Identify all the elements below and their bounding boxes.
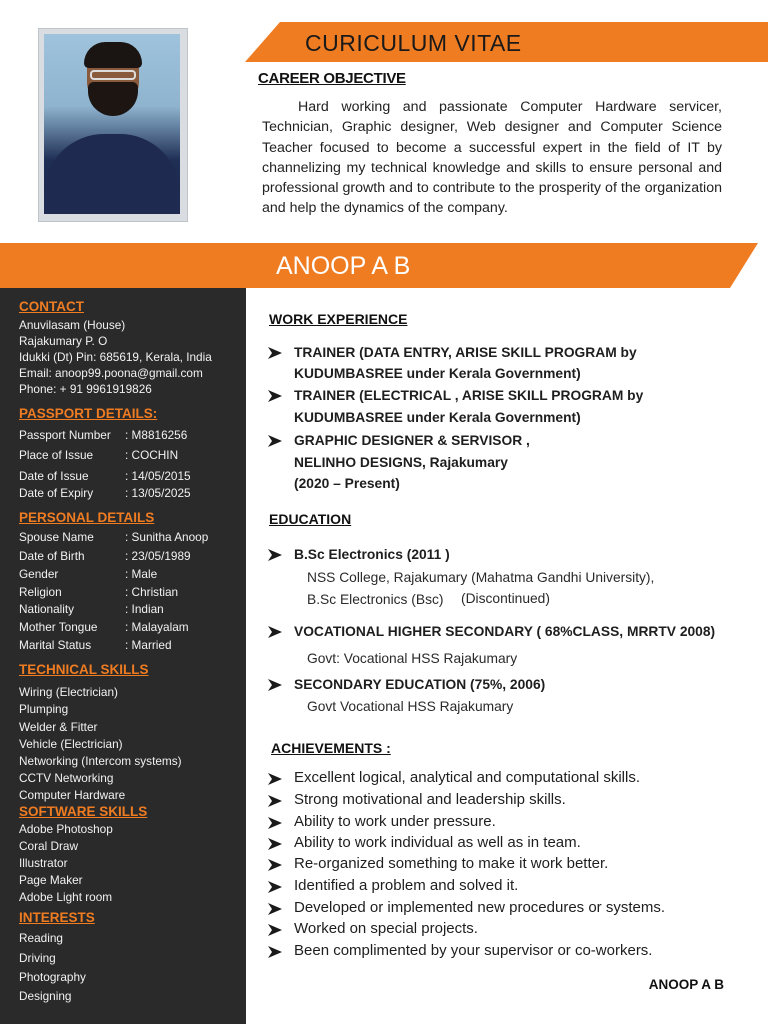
- software-skill: Coral Draw: [19, 839, 78, 853]
- achievement-item: Ability to work under pressure.: [294, 813, 496, 830]
- education-title: SECONDARY EDUCATION (75%, 2006): [294, 677, 546, 692]
- education-detail: Govt Vocational HSS Rajakumary: [307, 699, 514, 714]
- contact-line: Anuvilasam (House): [19, 318, 126, 332]
- work-item: GRAPHIC DESIGNER & SERVISOR ,: [294, 433, 530, 448]
- contact-heading: CONTACT: [19, 299, 84, 314]
- work-experience-heading: WORK EXPERIENCE: [269, 311, 408, 327]
- education-detail: B.Sc Electronics (Bsc): [307, 592, 444, 607]
- achievement-item: Been complimented by your supervisor or co-workers.: [294, 942, 653, 959]
- work-item: KUDUMBASREE under Kerala Government): [294, 366, 581, 381]
- education-detail: Govt: Vocational HSS Rajakumary: [307, 651, 518, 666]
- technical-skill: Plumping: [19, 702, 69, 716]
- interest-item: Photography: [19, 970, 86, 984]
- technical-skill: Networking (Intercom systems): [19, 754, 182, 768]
- interest-item: Reading: [19, 931, 63, 945]
- achievement-item: Strong motivational and leadership skills.: [294, 791, 566, 808]
- contact-line: Idukki (Dt) Pin: 685619, Kerala, India: [19, 350, 212, 364]
- education-title: B.Sc Electronics (2011 ): [294, 547, 450, 562]
- achievement-item: Ability to work individual as well as in team.: [294, 834, 581, 851]
- arrow-bullet-icon: [268, 347, 282, 359]
- education-detail: (Discontinued): [461, 591, 550, 606]
- education-title: VOCATIONAL HIGHER SECONDARY ( 68%CLASS, MRRTV 2008): [294, 624, 716, 639]
- technical-skill: Wiring (Electrician): [19, 685, 118, 699]
- arrow-bullet-icon: [268, 679, 282, 691]
- arrow-bullet-icon: [268, 390, 282, 402]
- software-skill: Adobe Photoshop: [19, 822, 113, 836]
- profile-photo: [44, 34, 180, 214]
- career-objective-heading: CAREER OBJECTIVE: [258, 70, 406, 87]
- passport-heading: PASSPORT DETAILS:: [19, 406, 158, 421]
- software-skill: Illustrator: [19, 856, 68, 870]
- technical-skill: CCTV Networking: [19, 771, 114, 785]
- achievement-item: Re-organized something to make it work better.: [294, 855, 609, 872]
- work-item: (2020 – Present): [294, 476, 400, 491]
- sidebar: CONTACT Anuvilasam (House) Rajakumary P. O Idukki (Dt) Pin: 685619, Kerala, India Email: anoop99.poona@gmail.com Phone: + 91 9961919826 PASSPORT DETAILS: Passport Number : M8816256 Place of Issue : COCHIN Date of Issue : 14/05/2015 Date of Expiry : 13/05/2025 PERSONAL DETAILS Spouse Name : Sunitha Anoop Date of Birth : 23/05/1989 Gender : Male Religion : Christian Nationality : Indian Mother Tongue : Malayalam Marital Status : Married TECHNICAL SKILLS Wiring (Electrician) Plumping Welder & Fitter Vehicle (Electrician) Networking (Intercom systems) CCTV Networking Computer Hardware SOFTWARE SKILLS Adobe Photoshop Coral Draw Illustrator Page Maker Adobe Light room INTERESTS Reading Driving Photography Designing: [0, 288, 246, 1024]
- contact-line: Rajakumary P. O: [19, 334, 108, 348]
- signature-name: ANOOP A B: [648, 977, 724, 992]
- arrow-bullet-icon: [268, 946, 282, 958]
- career-objective-text: Hard working and passionate Computer Hardware servicer, Technician, Graphic designer, Web designer and Computer Science Teacher focused to become a successful expert in the field of IT by channelizing my technical knowledge and skills to ensure personal and professional growth and to contribute to the prosperity of the organization and help the dynamics of the company.: [262, 99, 722, 217]
- arrow-bullet-icon: [268, 903, 282, 915]
- achievement-item: Worked on special projects.: [294, 920, 478, 937]
- education-heading: EDUCATION: [269, 511, 352, 527]
- contact-email: Email: anoop99.poona@gmail.com: [19, 366, 203, 380]
- work-item: KUDUMBASREE under Kerala Government): [294, 410, 581, 425]
- personal-heading: PERSONAL DETAILS: [19, 510, 155, 525]
- cv-title: CURICULUM VITAE: [305, 30, 522, 56]
- arrow-bullet-icon: [268, 859, 282, 871]
- technical-skill: Welder & Fitter: [19, 720, 98, 734]
- contact-phone: Phone: + 91 9961919826: [19, 382, 152, 396]
- interests-heading: INTERESTS: [19, 910, 95, 925]
- work-item: TRAINER (DATA ENTRY, ARISE SKILL PROGRAM by: [294, 345, 637, 360]
- software-skills-heading: SOFTWARE SKILLS: [19, 804, 148, 819]
- technical-skill: Vehicle (Electrician): [19, 737, 123, 751]
- arrow-bullet-icon: [268, 924, 282, 936]
- arrow-bullet-icon: [268, 773, 282, 785]
- achievement-item: Developed or implemented new procedures or systems.: [294, 899, 666, 916]
- arrow-bullet-icon: [268, 881, 282, 893]
- work-item: TRAINER (ELECTRICAL , ARISE SKILL PROGRAM by: [294, 388, 644, 403]
- interest-item: Driving: [19, 951, 56, 965]
- arrow-bullet-icon: [268, 435, 282, 447]
- achievements-heading: ACHIEVEMENTS :: [271, 740, 391, 756]
- technical-skill: Computer Hardware: [19, 788, 126, 802]
- arrow-bullet-icon: [268, 549, 282, 561]
- work-item: NELINHO DESIGNS, Rajakumary: [294, 455, 508, 470]
- education-detail: NSS College, Rajakumary (Mahatma Gandhi University),: [307, 570, 655, 585]
- interest-item: Designing: [19, 989, 72, 1003]
- technical-skills-heading: TECHNICAL SKILLS: [19, 662, 149, 677]
- candidate-name: ANOOP A B: [276, 252, 411, 280]
- achievement-item: Excellent logical, analytical and computational skills.: [294, 769, 641, 786]
- software-skill: Adobe Light room: [19, 890, 113, 904]
- arrow-bullet-icon: [268, 838, 282, 850]
- software-skill: Page Maker: [19, 873, 83, 887]
- arrow-bullet-icon: [268, 817, 282, 829]
- arrow-bullet-icon: [268, 795, 282, 807]
- achievement-item: Identified a problem and solved it.: [294, 877, 519, 894]
- arrow-bullet-icon: [268, 626, 282, 638]
